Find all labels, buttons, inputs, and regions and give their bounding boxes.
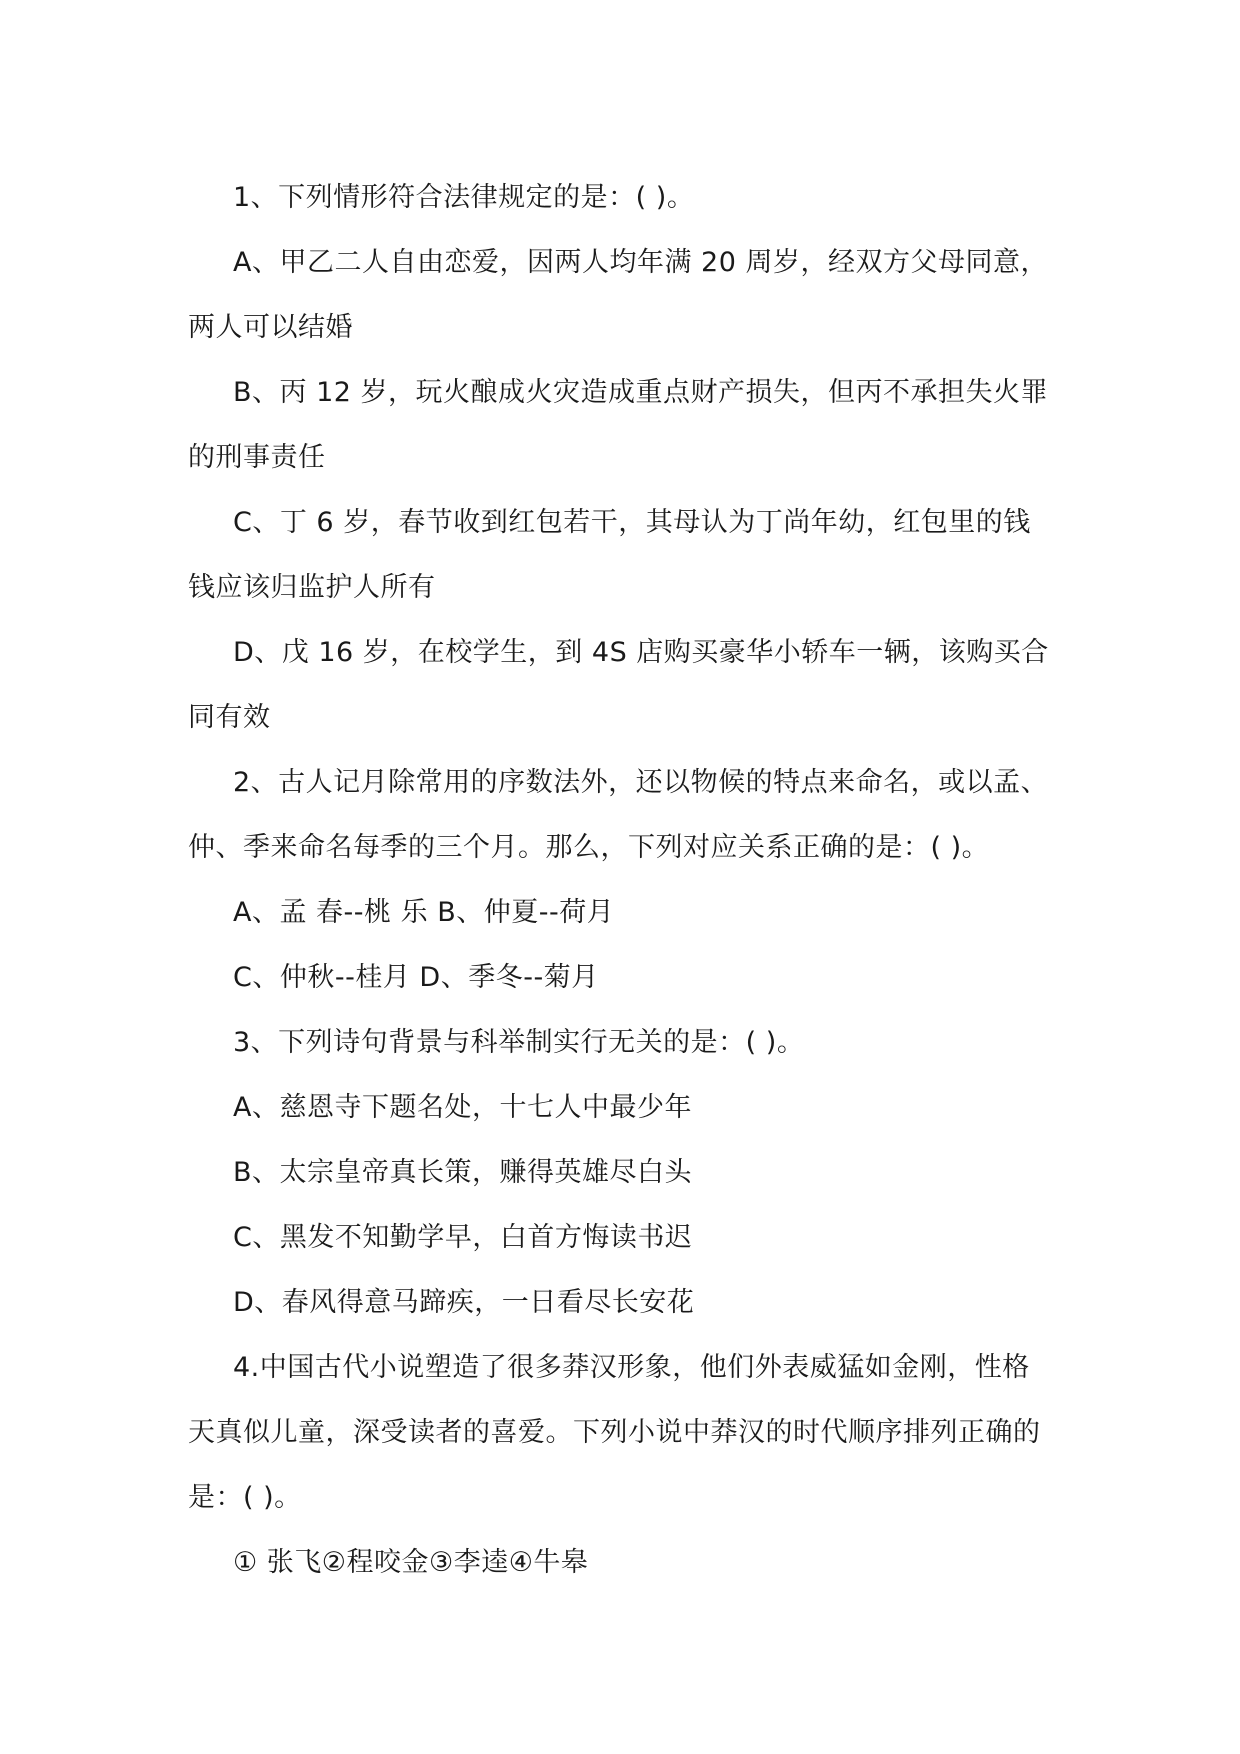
question-2-stem: 2、古人记月除常用的序数法外，还以物候的特点来命名，或以孟、 xyxy=(233,767,1049,798)
question-2-stem-continued: 仲、季来命名每季的三个月。那么，下列对应关系正确的是：( )。 xyxy=(188,832,990,863)
question-1-option-a-continued: 两人可以结婚 xyxy=(188,312,353,343)
question-4-stem-continued: 天真似儿童，深受读者的喜爱。下列小说中莽汉的时代顺序排列正确的 xyxy=(188,1417,1041,1448)
question-3-option-c: C、黑发不知勤学早，白首方悔读书迟 xyxy=(233,1222,693,1253)
question-1-option-b-continued: 的刑事责任 xyxy=(188,442,326,473)
question-2-options-ab: A、孟 春--桃 乐 B、仲夏--荷月 xyxy=(233,897,615,928)
question-4-stem: 4.中国古代小说塑造了很多莽汉形象，他们外表威猛如金刚，性格 xyxy=(233,1352,1030,1383)
question-1-option-a: A、甲乙二人自由恋爱，因两人均年满 20 周岁，经双方父母同意， xyxy=(233,247,1048,278)
question-1-option-d-continued: 同有效 xyxy=(188,702,271,733)
question-1-option-d: D、戊 16 岁，在校学生，到 4S 店购买豪华小轿车一辆，该购买合 xyxy=(233,637,1049,668)
question-3-option-d: D、春风得意马蹄疾，一日看尽长安花 xyxy=(233,1287,695,1318)
question-3-option-a: A、慈恩寺下题名处，十七人中最少年 xyxy=(233,1092,692,1123)
question-1-option-c-continued: 钱应该归监护人所有 xyxy=(188,572,436,603)
question-1-option-c: C、丁 6 岁，春节收到红包若干，其母认为丁尚年幼，红包里的钱 xyxy=(233,507,1031,538)
question-3-stem: 3、下列诗句背景与科举制实行无关的是：( )。 xyxy=(233,1027,805,1058)
question-4-items: ① 张飞②程咬金③李逵④牛皋 xyxy=(233,1547,589,1578)
question-4-stem-end: 是：( )。 xyxy=(188,1482,302,1513)
document-body xyxy=(188,165,1068,1595)
question-1-stem: 1、下列情形符合法律规定的是：( )。 xyxy=(233,182,695,213)
question-2-options-cd: C、仲秋--桂月 D、季冬--菊月 xyxy=(233,962,599,993)
question-3-option-b: B、太宗皇帝真长策，赚得英雄尽白头 xyxy=(233,1157,693,1188)
question-1-option-b: B、丙 12 岁，玩火酿成火灾造成重点财产损失，但丙不承担失火罪 xyxy=(233,377,1049,408)
